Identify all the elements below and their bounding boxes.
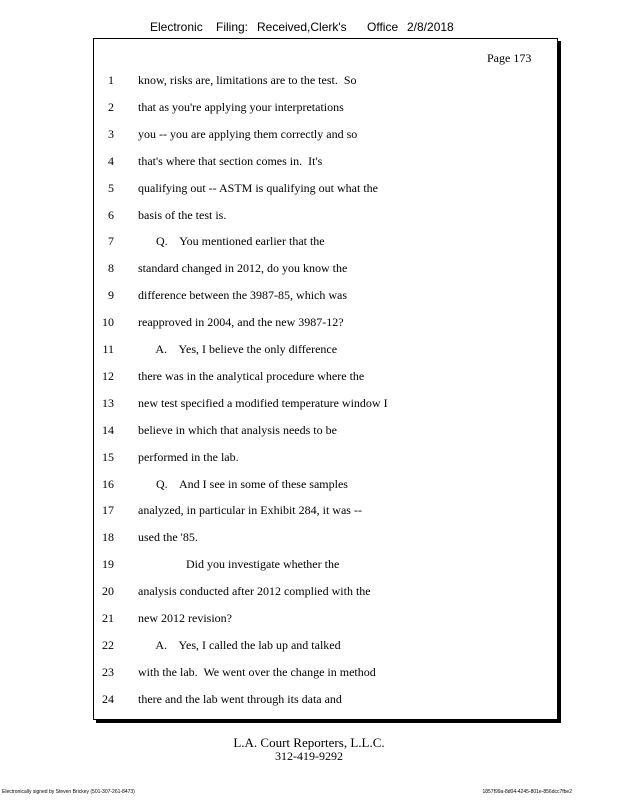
line-number: 10	[102, 315, 114, 330]
line-text: used the '85.	[138, 530, 198, 545]
line-number: 24	[102, 691, 114, 706]
transcript-line	[0, 557, 618, 577]
transcript-line	[0, 342, 618, 362]
line-text: reapproved in 2004, and the new 3987-12?	[138, 315, 344, 330]
signature-left: Electronically signed by Steven Brickey (501-307-261-8473)	[2, 789, 135, 795]
header-received: Received,Clerk's	[257, 20, 347, 34]
line-number: 6	[108, 207, 114, 222]
line-number: 8	[108, 261, 114, 276]
transcript-line	[0, 73, 618, 93]
signature-right: 1857f99a-8d04-4245-801e-856dcc7fbe2	[482, 789, 572, 795]
line-number: 4	[108, 153, 114, 168]
line-text: analyzed, in particular in Exhibit 284, it was --	[138, 503, 362, 518]
transcript-line	[0, 100, 618, 120]
line-number: 14	[102, 422, 114, 437]
line-text: Did you investigate whether the	[138, 557, 340, 572]
line-number: 11	[102, 342, 114, 356]
transcript-line	[0, 234, 618, 254]
line-number: 22	[102, 637, 114, 652]
transcript-line	[0, 530, 618, 550]
line-number: 7	[108, 234, 114, 249]
line-text: difference between the 3987-85, which was	[138, 288, 348, 303]
transcript-line	[0, 315, 618, 335]
line-text: analysis conducted after 2012 complied with the	[138, 584, 371, 599]
page-number: Page 173	[487, 51, 532, 65]
transcript-line	[0, 611, 618, 631]
line-number: 23	[102, 664, 114, 679]
transcript-line	[0, 584, 618, 604]
transcript-line	[0, 665, 618, 685]
line-number: 15	[102, 449, 114, 464]
line-number: 20	[102, 584, 114, 599]
line-text: performed in the lab.	[138, 449, 239, 464]
line-text: that's where that section comes in. It's	[138, 153, 323, 168]
header-office: Office	[367, 20, 399, 34]
transcript-line	[0, 154, 618, 174]
line-number: 9	[108, 288, 114, 303]
line-text: A. Yes, I called the lab up and talked	[138, 637, 341, 652]
line-text: Q. And I see in some of these samples	[138, 476, 348, 491]
transcript-line	[0, 396, 618, 416]
line-number: 17	[102, 503, 114, 518]
transcript-line	[0, 369, 618, 389]
transcript-line	[0, 288, 618, 308]
transcript-line	[0, 181, 618, 201]
line-number: 2	[108, 99, 114, 114]
line-text: standard changed in 2012, do you know the	[138, 261, 348, 276]
line-number: 1	[108, 73, 114, 87]
transcript-line	[0, 692, 618, 712]
transcript-line	[0, 503, 618, 523]
line-number: 21	[102, 611, 114, 625]
transcript-line	[0, 127, 618, 147]
line-number: 5	[108, 180, 114, 195]
line-text: new 2012 revision?	[138, 611, 232, 625]
line-number: 16	[102, 476, 114, 491]
line-text: with the lab. We went over the change in method	[138, 664, 376, 679]
line-text: that as you're applying your interpretations	[138, 99, 344, 114]
line-text: basis of the test is.	[138, 207, 227, 222]
line-text: qualifying out -- ASTM is qualifying out what the	[138, 180, 378, 195]
transcript-line	[0, 477, 618, 497]
line-text: new test specified a modified temperature window I	[138, 395, 388, 410]
transcript-line	[0, 423, 618, 443]
transcript-line	[0, 261, 618, 281]
header-filing: Filing:	[216, 20, 249, 34]
line-number: 3	[108, 126, 114, 141]
line-text: you -- you are applying them correctly and so	[138, 126, 358, 141]
line-number: 19	[102, 557, 114, 572]
header-electronic: Electronic	[150, 20, 203, 34]
transcript-line	[0, 208, 618, 228]
line-text: there and the lab went through its data and	[138, 691, 342, 706]
line-text: believe in which that analysis needs to be	[138, 422, 337, 437]
line-text: A. Yes, I believe the only difference	[138, 342, 338, 356]
transcript-line	[0, 450, 618, 470]
footer-company: L.A. Court Reporters, L.L.C.	[233, 735, 385, 750]
line-text: Q. You mentioned earlier that the	[138, 234, 325, 249]
line-text: know, risks are, limitations are to the test. So	[138, 73, 357, 87]
line-text: there was in the analytical procedure where the	[138, 368, 365, 383]
line-number: 18	[102, 530, 114, 545]
line-number: 13	[102, 395, 114, 410]
transcript-line	[0, 638, 618, 658]
filing-header	[0, 20, 618, 36]
header-date: 2/8/2018	[407, 20, 454, 34]
line-number: 12	[102, 368, 114, 383]
footer-phone: 312-419-9292	[275, 749, 343, 763]
